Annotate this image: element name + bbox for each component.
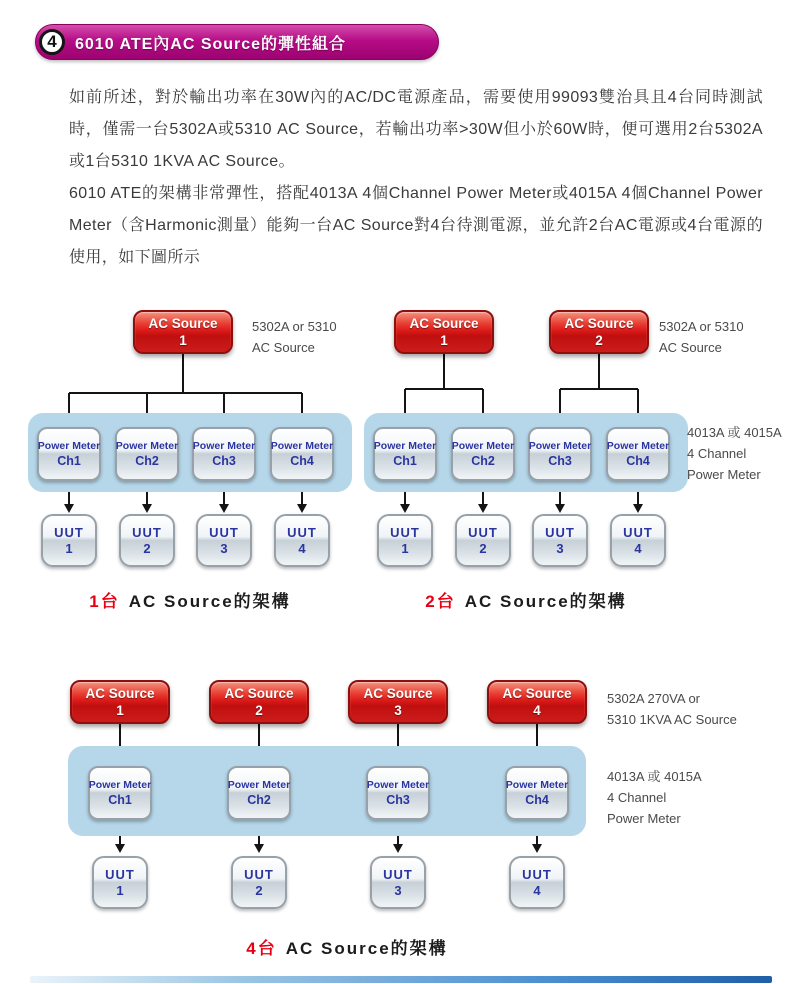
uut-box: UUT 4	[509, 856, 565, 909]
power-meter-box: Power Meter Ch3	[192, 427, 256, 481]
uut-box: UUT 4	[274, 514, 330, 567]
uut-box: UUT 2	[231, 856, 287, 909]
power-meter-box: Power Meter Ch1	[373, 427, 437, 481]
uut-box: UUT 2	[455, 514, 511, 567]
paragraph-1: 如前所述，對於輸出功率在30W內的AC/DC電源產品，需要使用99093雙治具且4台同時測試時，僅需一台5302A或5310 AC Source，若輸出功率>30W但小於60W時，便可選用2台5302A或1台5310 1KVA AC Source。	[69, 89, 763, 170]
uut-box: UUT 3	[370, 856, 426, 909]
uut-box: UUT 1	[41, 514, 97, 567]
meter-note-d2: 4013A 或 4015A 4 Channel Power Meter	[687, 425, 782, 482]
footer-bar	[30, 976, 772, 983]
uut-box: UUT 3	[196, 514, 252, 567]
diagram-caption-d2: 2台 AC Source的架構	[425, 592, 627, 611]
power-meter-box: Power Meter Ch3	[366, 766, 430, 820]
power-meter-box: Power Meter Ch2	[115, 427, 179, 481]
uut-box: UUT 1	[377, 514, 433, 567]
source-note-d3: 5302A 270VA or 5310 1KVA AC Source	[607, 691, 737, 727]
ac-source-label: AC Source	[148, 316, 218, 331]
uut-box: UUT 1	[92, 856, 148, 909]
source-note-d1: 5302A or 5310 AC Source	[252, 319, 337, 355]
power-meter-box: Power Meter Ch4	[606, 427, 670, 481]
power-meter-box: Power Meter Ch4	[270, 427, 334, 481]
section-number-badge: 4	[39, 29, 65, 55]
ac-source-box: AC Source 1	[394, 310, 494, 354]
ac-source-number: 1	[179, 333, 187, 348]
ac-source-box: AC Source 2	[209, 680, 309, 724]
power-meter-box: Power Meter Ch4	[505, 766, 569, 820]
source-note-d2: 5302A or 5310 AC Source	[659, 319, 744, 355]
power-meter-box: Power Meter Ch1	[37, 427, 101, 481]
power-meter-box: Power Meter Ch1	[88, 766, 152, 820]
meter-note-d3: 4013A 或 4015A 4 Channel Power Meter	[607, 769, 702, 826]
diagram-caption-d3: 4台 AC Source的架構	[246, 939, 448, 958]
ac-source-box: AC Source 1	[70, 680, 170, 724]
ac-source-box	[133, 310, 233, 354]
diagram-caption-d1: 1台 AC Source的架構	[89, 592, 291, 611]
uut-box: UUT 2	[119, 514, 175, 567]
section-title: 6010 ATE內AC Source的彈性組合	[75, 35, 347, 53]
section-header	[35, 24, 439, 60]
power-meter-box: Power Meter Ch3	[528, 427, 592, 481]
ac-source-box: AC Source 4	[487, 680, 587, 724]
ac-source-box: AC Source 2	[549, 310, 649, 354]
uut-box: UUT 3	[532, 514, 588, 567]
power-meter-box: Power Meter Ch2	[227, 766, 291, 820]
power-meter-box: Power Meter Ch2	[451, 427, 515, 481]
ac-source-box: AC Source 3	[348, 680, 448, 724]
paragraph-2: 6010 ATE的架構非常彈性，搭配4013A 4個Channel Power Meter或4015A 4個Channel Power Meter（含Harmonic測量）能夠一台AC Source對4台待測電源，並允許2台AC電源或4台電源的使用，如下圖所示	[69, 185, 763, 266]
uut-box: UUT 4	[610, 514, 666, 567]
